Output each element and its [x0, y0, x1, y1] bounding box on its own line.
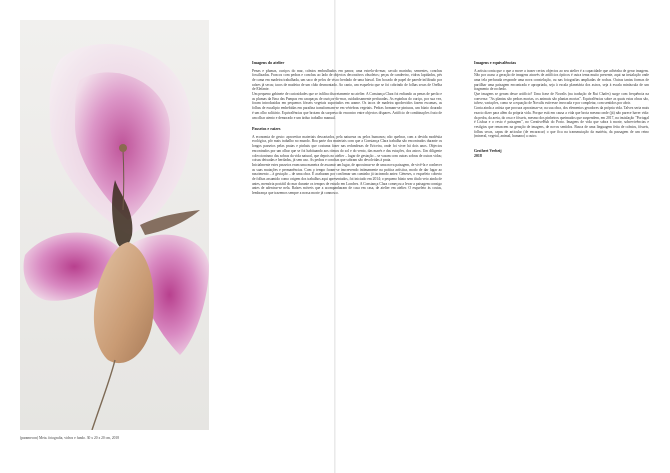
- text-column-right: [474, 60, 649, 159]
- paragraph: A artista conta que o que a move a trazer certos objectos ao seu atelier é a capacidade que adivinha de gerar imagens. Não por acaso a geração de imagens através de artifícios ópticos é outra tema muito presente, aqui na instalação onde uma tela perfurada responde uma nova constelação, ou nas fotografias ampliadas de rochas. Outras tantas formas de partilhar uma paisagem encontrada e apropriada, seja à escala planetária dos astros, seja à escala minúscula de um fragmento de rochedo.: [474, 68, 649, 92]
- author-year: 2018: [474, 154, 482, 159]
- paragraph: Inicialmente estes passeios eram uma maneira de assumir um lugar, de aproximar-se de uma nova paisagem, de vivê-la e conhecer as suas mutações e permanências. Com o tempo foram-se inscrevendo intimamente na prática artística, modo de dar lugar ao nascimento – à gestação – de uma obra. É acabaram por confirmar um caminho já tacteando antes: Géneses, o esqueleto coberto de folhas assumido como origem dos trabalhos aqui apresentados, foi iniciado em 2014; o pequeno búzio sem título veio ainda de antes, memória portátil do mar durante os tempos de estudo em Londres. A Constança Clara começou a levar a paisagem consigo antes de adentrar-se nela. Raízes móveis que a acompanharam de casa em casa, de atelier em atelier. O esqueleto às costas, lembrança que trazemos sempre a nossa morte já connosco.: [252, 162, 442, 196]
- author-name: Gesthert Verheij: [474, 149, 502, 154]
- heading-walks-roots: Passeios e raízes: [252, 126, 281, 132]
- spacer: [474, 139, 649, 145]
- heading-atelier-images: Imagens do atelier: [252, 60, 285, 65]
- paragraph: Um pequeno gabinete de curiosidades que se infiltra discretamente no atelier. A Constança Clara foi enfiando as penas de pavão e as plumas da Ema das Pampas em carapaças de ouriços-do-mar, cuidadosamente perfuradas. As espinhas do ouriço, por sua vez, foram introduzidas em pequenos fósseis vegetais suportados em arame. Os tacos de madeira apodrecidos fazem escamas, as folhas de eucalipto embebidas em parafina transformam-se em vértebras vegetais. Pedras formam-se pinturas, um búzio dourado é um olho solitário. Equivalências que brotam da surpresa do encontro entre objectos díspares. Artifício de combinações fruto de um olhar atento e demorado e um árduo trabalho manual.: [252, 92, 442, 120]
- paragraph: A economia de gesto: aproveitar materiais descartados, pela natureza ou pelos humanos; não quebrar, com a devida modéstia ecológica, pôr mais trabalho no mundo. Boa parte dos materiais com que a Constança Clara trabalha são encontrados durante os longos passeios pelas praias e pinhais que costuma fazer nas redondezas de Ericeira, onde foi viver há dois anos. Objectos encontrados por um olhar que se foi habituando aos ritmos do sol e do vento, das marés e das estações, dos astros. Um diligente coleccionismo das sobras da vida natural, que depois no atelier – lugar de gestação – se vasam com outras sobras de outras vidas; coisas deixadas e herdadas, já sem uso. As pedras e conchas que sobram são devolvidas à praia.: [252, 134, 442, 163]
- text-column-left: [252, 60, 442, 196]
- photo-caption: (paramecon) Meta. fotografia, vidros e fundo. 30 x 20 x 20 cm, 2018: [20, 436, 120, 440]
- heading-images-equivalences: Imagens e equivalências: [474, 60, 517, 65]
- orchid-flower-icon: [20, 20, 209, 430]
- paragraph: Conta ainda a artista que procura aproximar-se, na sua obra, dos elementos geradores da própria vida. Talvez seria mais exacto dizer para além da própria vida. Porque está em causa a vida que brota mesmo onde (já) não parece haver vida: da pedra, da areia, do osso e fósseis, mesmo dos pinheiros queimados que suspendem, em 2017, na instalação "Portugal é Lisboa e o resto é paisagem", no CreativeHub do Porto. Imagens de vida que sobra à morte, sobrevivências e vestígios que renascem na geração de imagens, de novos sentidos. Busca de uma linguagem feita de crânios, fósseis, folhas secas, capas de articular (de encaracar) o que fica na transmutação da matéria, da passagem de um reino (mineral, vegetal, animal, humano) a outro.: [474, 106, 649, 139]
- paragraph: Que imagens se geram desse artifício? Uma frase de Novalis (na tradução de Rui Chafes) surge com frequência na conversa: "As plantas são pedras mortas, os animais são plantas mortas". Equivalências sobre as quais estas obras são, talvez, variações, como se a equação de Novalis estivesse invocada e por completar, com sentidos por abrir.: [474, 92, 649, 106]
- flower-photograph: [20, 20, 209, 430]
- paragraph: Penas e plumas, ouriços do mar, crânios embrulhados em panos; uma estrela-do-mar, cavalo marinho, sementes, conchas fossilizadas. Frascos com pedras e conchas ao lado de objectos decorativos obsoletos; peças de candeeiro, vidros lapidados, pés de cama em madeira trabalhada, um saco de pelos de visco herdado de uma hiaval. Um bocado de papel de parede infiltrado por raízes já secas; tacos de madeira de um chão desmontado. Ao canto, um esqueleto que se foi cobrindo de folhas secas de Orelha de Elefante.: [252, 68, 442, 92]
